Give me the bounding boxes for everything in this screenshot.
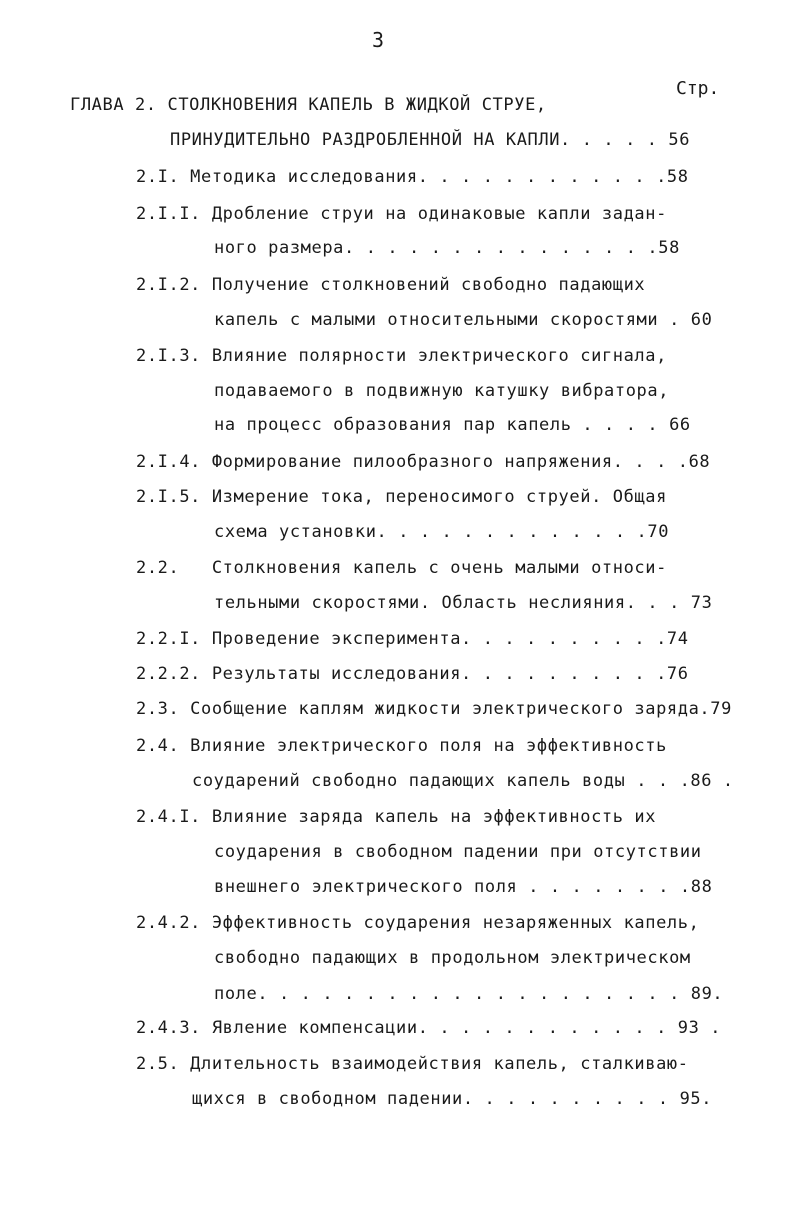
toc-entry-2-1: 2.I. Методика исследования. . . . . . . . . . . .58 [136,167,689,187]
toc-entry-2-1-1: 2.I.I. Дробление струи на одинаковые капли задан- [136,204,667,224]
toc-entry-2-5-cont: щихся в свободном падении. . . . . . . . . . 95. [192,1089,713,1109]
toc-entry-2-2-2: 2.2.2. Результаты исследования. . . . . . . . . .76 [136,664,689,684]
chapter-title-line-2: ПРИНУДИТЕЛЬНО РАЗДРОБЛЕННОЙ НА КАПЛИ. . . . . 56 [170,130,691,150]
toc-entry-2-4-2-cont-1: свободно падающих в продольном электрическом [214,948,691,968]
page-number: 3 [372,28,386,52]
toc-entry-2-1-1-cont: ного размера. . . . . . . . . . . . . . .58 [214,238,680,258]
toc-entry-2-4: 2.4. Влияние электрического поля на эффективность [136,736,667,756]
toc-entry-2-4-2-cont-2: поле. . . . . . . . . . . . . . . . . . . . 89. [214,984,724,1004]
toc-entry-2-1-4: 2.I.4. Формирование пилообразного напряжения. . . .68 [136,452,711,472]
toc-entry-2-1-2-cont: капель с малыми относительными скоростями . 60 [214,310,713,330]
toc-entry-2-4-cont: соударений свободно падающих капель воды . . .86 . [192,771,734,791]
toc-entry-2-1-5-cont: схема установки. . . . . . . . . . . . .70 [214,522,670,542]
toc-entry-2-2-cont: тельными скоростями. Область неслияния. . . 73 [214,593,713,613]
toc-entry-2-2-1: 2.2.I. Проведение эксперимента. . . . . . . . . .74 [136,629,689,649]
toc-entry-2-4-1: 2.4.I. Влияние заряда капель на эффективность их [136,807,657,827]
page-column-label: Стр. [676,78,720,99]
toc-entry-2-4-1-cont-1: соударения в свободном падении при отсутствии [214,842,702,862]
toc-entry-2-4-3: 2.4.3. Явление компенсации. . . . . . . . . . . . 93 . [136,1018,722,1038]
toc-entry-2-5: 2.5. Длительность взаимодействия капель, сталкиваю- [136,1054,689,1074]
toc-entry-2-3: 2.3. Сообщение каплям жидкости электрического заряда.79 [136,699,732,719]
toc-entry-2-1-2: 2.I.2. Получение столкновений свободно падающих [136,275,646,295]
toc-entry-2-4-2: 2.4.2. Эффективность соударения незаряженных капель, [136,913,700,933]
toc-entry-2-1-3-cont-2: на процесс образования пар капель . . . . 66 [214,415,691,435]
toc-entry-2-1-3-cont-1: подаваемого в подвижную катушку вибратора, [214,381,670,401]
toc-entry-2-1-5: 2.I.5. Измерение тока, переносимого струей. Общая [136,487,667,507]
chapter-title-line-1: ГЛАВА 2. СТОЛКНОВЕНИЯ КАПЕЛЬ В ЖИДКОЙ СТРУЕ, [70,95,547,115]
toc-entry-2-1-3: 2.I.3. Влияние полярности электрического сигнала, [136,346,667,366]
toc-entry-2-4-1-cont-2: внешнего электрического поля . . . . . . . .88 [214,877,713,897]
toc-entry-2-2: 2.2. Столкновения капель с очень малыми относи- [136,558,667,578]
